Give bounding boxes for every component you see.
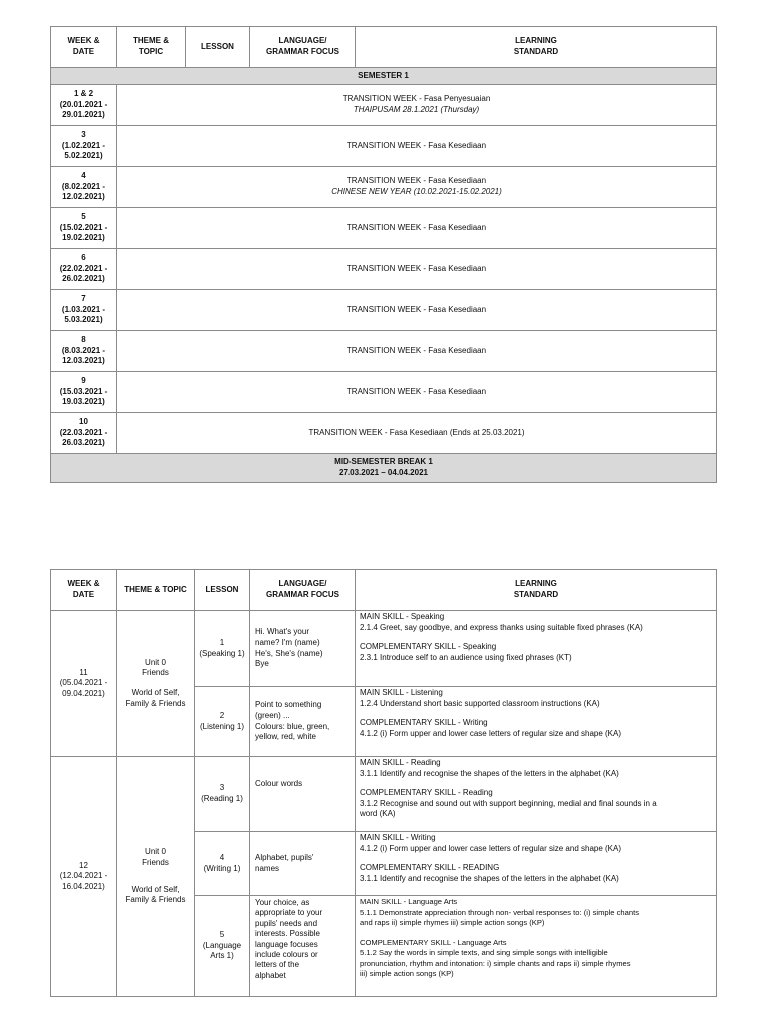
table-header-row	[51, 27, 717, 68]
table-row	[51, 413, 717, 454]
header-theme-topic: THEME & TOPIC	[117, 27, 186, 68]
week-cell: 8 (8.03.2021 - 12.03.2021)	[51, 331, 117, 372]
transition-cell: TRANSITION WEEK - Fasa Kesediaan	[117, 208, 717, 249]
header-learning-standard: LEARNING STANDARD	[356, 27, 717, 68]
break-cell: MID-SEMESTER BREAK 1 27.03.2021 – 04.04.2021	[51, 454, 717, 483]
table-row	[51, 126, 717, 167]
week-cell: 5 (15.02.2021 - 19.02.2021)	[51, 208, 117, 249]
language-focus-cell: Point to something (green) ... Colours: blue, green, yellow, red, white	[250, 687, 356, 757]
semester-band	[51, 68, 717, 85]
table-row	[51, 611, 717, 687]
learning-standard-cell: MAIN SKILL - Language Arts 5.1.1 Demonstrate appreciation through non- verbal responses to: (i) simple chants and raps ii) simple rhymes iii) simple action songs (KP) COMPLEMENTARY SKILL - Language Arts 5.1.2 Say the words in simple texts, and sing simple songs with intelligible pronunciation, rhythm and intonation: i) simple chants and raps ii) simple rhymes iii) simple action songs (KP)	[356, 896, 717, 997]
table-row	[51, 85, 717, 126]
table-row	[51, 331, 717, 372]
table-row	[51, 372, 717, 413]
semester-label: SEMESTER 1	[51, 68, 717, 85]
header-lesson: LESSON	[186, 27, 250, 68]
table-row	[51, 757, 717, 832]
theme-topic-cell: Unit 0 Friends World of Self, Family & Friends	[117, 757, 195, 997]
theme-topic-cell: Unit 0 Friends World of Self, Family & Friends	[117, 611, 195, 757]
header-week-date: WEEK & DATE	[51, 27, 117, 68]
week-cell: 4 (8.02.2021 - 12.02.2021)	[51, 167, 117, 208]
language-focus-cell: Colour words	[250, 757, 356, 832]
language-focus-cell: Your choice, as appropriate to your pupils' needs and interests. Possible language focuses include colours or letters of the alphabet	[250, 896, 356, 997]
transition-cell: TRANSITION WEEK - Fasa Kesediaan CHINESE NEW YEAR (10.02.2021-15.02.2021)	[117, 167, 717, 208]
week-cell: 7 (1.03.2021 - 5.03.2021)	[51, 290, 117, 331]
week-cell: 12 (12.04.2021 - 16.04.2021)	[51, 757, 117, 997]
table-row	[51, 208, 717, 249]
transition-cell: TRANSITION WEEK - Fasa Kesediaan	[117, 372, 717, 413]
header-week-date: WEEK & DATE	[51, 570, 117, 611]
week-cell: 6 (22.02.2021 - 26.02.2021)	[51, 249, 117, 290]
header-lesson: LESSON	[195, 570, 250, 611]
language-focus-cell: Hi. What's your name? I'm (name) He's, She's (name) Bye	[250, 611, 356, 687]
learning-standard-cell: MAIN SKILL - Writing 4.1.2 (i) Form upper and lower case letters of regular size and shape (KA) COMPLEMENTARY SKILL - READING 3.1.1 Identify and recognise the shapes of the letters in the alphabet (KA)	[356, 832, 717, 896]
week-cell: 10 (22.03.2021 - 26.03.2021)	[51, 413, 117, 454]
table-row	[51, 167, 717, 208]
header-learning-standard: LEARNING STANDARD	[356, 570, 717, 611]
learning-standard-cell: MAIN SKILL - Reading 3.1.1 Identify and recognise the shapes of the letters in the alphabet (KA) COMPLEMENTARY SKILL - Reading 3.1.2 Recognise and sound out with support beginning, medial and final sounds in a word (KA)	[356, 757, 717, 832]
lesson-cell: 5 (Language Arts 1)	[195, 896, 250, 997]
header-theme-topic: THEME & TOPIC	[117, 570, 195, 611]
learning-standard-cell: MAIN SKILL - Listening 1.2.4 Understand short basic supported classroom instructions (KA) COMPLEMENTARY SKILL - Writing 4.1.2 (i) Form upper and lower case letters of regular size and shape (KA)	[356, 687, 717, 757]
language-focus-cell: Alphabet, pupils' names	[250, 832, 356, 896]
lesson-cell: 1 (Speaking 1)	[195, 611, 250, 687]
week-cell: 1 & 2 (20.01.2021 - 29.01.2021)	[51, 85, 117, 126]
table-header-row	[51, 570, 717, 611]
week-cell: 3 (1.02.2021 - 5.02.2021)	[51, 126, 117, 167]
semester-schedule-table	[50, 26, 717, 483]
header-language-focus: LANGUAGE/ GRAMMAR FOCUS	[250, 570, 356, 611]
transition-cell: TRANSITION WEEK - Fasa Kesediaan	[117, 290, 717, 331]
lesson-cell: 3 (Reading 1)	[195, 757, 250, 832]
mid-semester-break-band	[51, 454, 717, 483]
header-language-focus: LANGUAGE/ GRAMMAR FOCUS	[250, 27, 356, 68]
transition-cell: TRANSITION WEEK - Fasa Penyesuaian THAIPUSAM 28.1.2021 (Thursday)	[117, 85, 717, 126]
learning-standard-cell: MAIN SKILL - Speaking 2.1.4 Greet, say goodbye, and express thanks using suitable fixed phrases (KA) COMPLEMENTARY SKILL - Speaking 2.3.1 Introduce self to an audience using fixed phrases (KT)	[356, 611, 717, 687]
transition-cell: TRANSITION WEEK - Fasa Kesediaan (Ends at 25.03.2021)	[117, 413, 717, 454]
lesson-cell: 4 (Writing 1)	[195, 832, 250, 896]
transition-cell: TRANSITION WEEK - Fasa Kesediaan	[117, 249, 717, 290]
lesson-cell: 2 (Listening 1)	[195, 687, 250, 757]
week-cell: 11 (05.04.2021 - 09.04.2021)	[51, 611, 117, 757]
transition-cell: TRANSITION WEEK - Fasa Kesediaan	[117, 331, 717, 372]
transition-cell: TRANSITION WEEK - Fasa Kesediaan	[117, 126, 717, 167]
week-cell: 9 (15.03.2021 - 19.03.2021)	[51, 372, 117, 413]
lesson-plan-table	[50, 569, 717, 997]
table-row	[51, 249, 717, 290]
table-row	[51, 290, 717, 331]
